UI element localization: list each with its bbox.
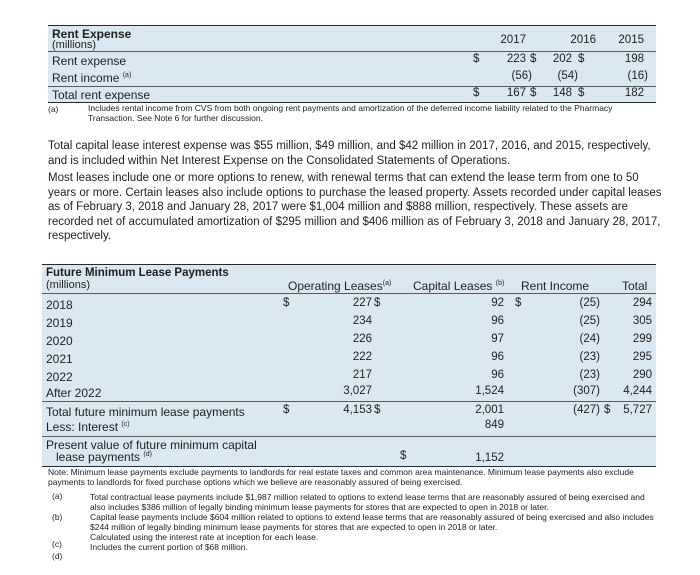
- footnote-marker: (a): [52, 491, 63, 501]
- future-row-value: 299: [632, 333, 652, 345]
- future-row-value: (25): [579, 297, 600, 309]
- total-rent-2016: 148: [552, 87, 572, 99]
- future-row-value: 222: [352, 351, 372, 363]
- dollar-sign: $: [283, 404, 290, 416]
- dollar-sign: $: [374, 404, 381, 416]
- future-row-value: 96: [491, 315, 504, 327]
- rent-year-2016: 2016: [570, 34, 596, 46]
- rent-expense-2016: 202: [552, 53, 572, 65]
- rent-table-footnote: Includes rental income from CVS from both ongoing rent payments and amortization of the deferred income liability related to the Pharmacy Transaction. See Note 6 for further discussion.: [88, 103, 613, 123]
- dollar-sign: $: [515, 297, 522, 309]
- col-total: Total: [622, 279, 648, 293]
- future-row-value: 295: [632, 351, 652, 363]
- future-row-value: 96: [491, 369, 504, 381]
- dollar-sign: $: [530, 87, 537, 99]
- future-header-rule: [42, 293, 656, 294]
- future-row-value: 4,244: [623, 385, 652, 397]
- rent-income-label: Rent income $^{(a)}$: [52, 71, 132, 85]
- future-row-value: 92: [491, 297, 504, 309]
- rent-note-marker: (a): [48, 104, 59, 114]
- future-row-value: (24): [579, 333, 600, 345]
- future-row-label: 2021: [46, 352, 73, 366]
- future-table-subtitle: (millions): [46, 279, 90, 291]
- present-value-label-line1: Present value of future minimum capital: [46, 438, 257, 452]
- total-rent-2015: 182: [624, 87, 644, 99]
- rent-income-2016: (54): [557, 70, 578, 82]
- less-interest-value: 849: [484, 419, 504, 431]
- footnote-text: Total contractual lease payments include $1,987 million related to options to extend lease terms that are reasonably assured of being exercised and also includes $386 million of legally binding minimum lease payments for stores that are expected to open in 2018 or later.: [90, 492, 645, 512]
- rent-row-label: Rent expense: [52, 54, 127, 68]
- future-row-value: (25): [579, 315, 600, 327]
- total-rent-label: Total rent expense: [52, 88, 151, 102]
- lease-terms-paragraph: Most leases include one or more options to renew, with renewal terms that can extend the lease term from one to 50 years or more. Certain leases also include options to purchase the leased property. Assets recorded under capital leases as of February 3, 2018 and January 28, 2017 were $1,004 million and $888 million, respectively. These assets are recorded net of accumulated amortization of $295 million and $406 million as of February 3, 2018 and January 28, 2017, respectively.: [48, 172, 662, 242]
- footnote-text: Calculated using the interest rate at inception for each lease.: [90, 532, 319, 542]
- future-row-value: (23): [579, 369, 600, 381]
- footnote-marker: (d): [52, 551, 63, 561]
- future-row-value: 96: [491, 351, 504, 363]
- future-row-label: After 2022: [46, 386, 102, 400]
- future-row-label: 2020: [46, 334, 73, 348]
- future-row-value: 1,524: [475, 385, 504, 397]
- dollar-sign: $: [400, 450, 407, 462]
- dollar-sign: $: [530, 53, 537, 65]
- rent-table-top-rule: [48, 25, 656, 26]
- rent-expense-2017: 223: [506, 53, 526, 65]
- future-table-top-rule: [42, 264, 656, 265]
- dollar-sign: $: [473, 87, 480, 99]
- future-row-value: 217: [352, 369, 372, 381]
- rent-income-2015: (16): [627, 70, 648, 82]
- future-row-value: (307): [573, 385, 600, 397]
- rent-header-rule: [48, 51, 656, 52]
- future-row-label: Total future minimum lease payments: [46, 405, 245, 419]
- rent-income-2017: (56): [511, 70, 532, 82]
- footnote-text: Includes the current portion of $68 million.: [90, 542, 248, 552]
- future-notes-intro: Note: Minimum lease payments exclude payments to landlords for real estate taxes and common area maintenance. Minimum lease payments also exclude payments to landlords for fixed purchase options which we believe are reasonably assured of being exercised.: [48, 467, 634, 487]
- future-total-rule: [42, 401, 656, 402]
- footnote-text-block: [90, 492, 660, 552]
- col-capital-leases: Capital Leases $^{(b)}$: [413, 279, 505, 293]
- footnote-marker: (c): [52, 539, 62, 549]
- interest-rule: [42, 436, 656, 437]
- future-row-value: 294: [632, 297, 652, 309]
- future-table-title: Future Minimum Lease Payments: [46, 267, 229, 279]
- present-value-amount: 1,152: [475, 452, 504, 464]
- dollar-sign: $: [578, 53, 585, 65]
- future-row-value: 4,153: [343, 404, 372, 416]
- footnote-marker: (b): [52, 512, 63, 522]
- future-row-value: 97: [491, 333, 504, 345]
- dollar-sign: $: [283, 297, 290, 309]
- future-row-value: (427): [573, 404, 600, 416]
- future-row-label: 2022: [46, 370, 73, 384]
- future-row-value: 227: [352, 297, 372, 309]
- future-row-value: 234: [352, 315, 372, 327]
- footnote-text: Capital lease payments include $604 million related to options to extend lease terms that are reasonably assured of being exercised and also includes $244 million of legally binding minimum lease payments for stores that are expected to open in 2018 or later.: [90, 512, 654, 532]
- rent-year-2017: 2017: [500, 34, 526, 46]
- future-row-value: 226: [352, 333, 372, 345]
- col-rent-income: Rent Income: [521, 279, 590, 293]
- future-row-label: 2018: [46, 298, 73, 312]
- dollar-sign: $: [473, 53, 480, 65]
- rent-table-title: Rent Expense: [52, 27, 132, 41]
- dollar-sign: $: [604, 404, 611, 416]
- future-row-value: 5,727: [623, 404, 652, 416]
- rent-year-2015: 2015: [618, 34, 644, 46]
- future-row-value: 305: [632, 315, 652, 327]
- less-interest-label: Less: Interest $^{(c)}$: [46, 420, 130, 434]
- dollar-sign: $: [374, 297, 381, 309]
- rent-table-subtitle: (millions): [52, 39, 96, 51]
- present-value-label-line2: lease payments $^{(d)}$: [56, 450, 152, 464]
- dollar-sign: $: [578, 87, 585, 99]
- future-row-value: 290: [632, 369, 652, 381]
- rent-expense-2015: 198: [624, 53, 644, 65]
- total-rent-2017: 167: [506, 87, 526, 99]
- future-row-value: 2,001: [475, 404, 504, 416]
- future-row-value: 3,027: [343, 385, 372, 397]
- capital-lease-interest-paragraph: Total capital lease interest expense was $55 million, $49 million, and $42 million in 2017, 2016, and 2015, respectively, and is included within Net Interest Expense on the Consolidated Statements of Operations.: [48, 140, 651, 167]
- future-row-value: (23): [579, 351, 600, 363]
- col-operating-leases: Operating Leases$^{(a)}$: [288, 279, 392, 293]
- future-row-label: 2019: [46, 316, 73, 330]
